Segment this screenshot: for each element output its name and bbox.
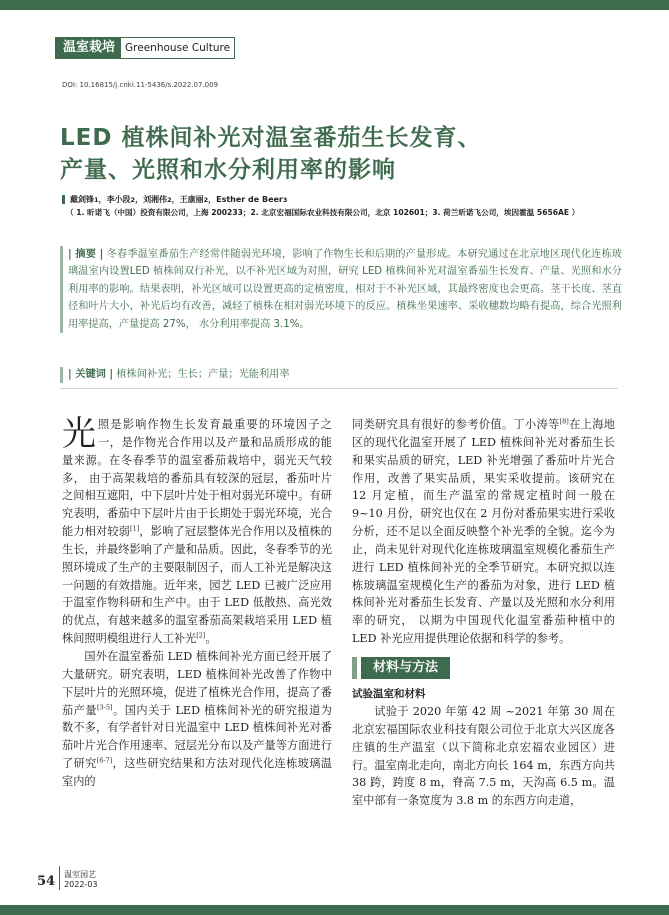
paragraph-text: 在上海地区的现代化温室开展了 LED 植株间补光对番茄生长和果实品质的研究，LED 补光增强了番茄叶片光合作用，改善了果实品质，果实采收提前。该研究在 12 月定植，而生产温室的常规定植时间一般在 9~10 月份，研究也仅在 2 月份对番茄果实进行采收分析，还不足以全面反映整个补光季的全貌。迄今为止，尚未见针对现代化连栋玻璃温室规模化番茄生产进行 LED 植株间补光的全季节研究。本研究拟以连栋玻璃温室规模化生产的番茄为对象，进行 LED 植株间补光对番茄生长发育、产量以及光照和水分利用率的研究， 以期为中国现代化温室番茄种植中的 LED 补光应用提供理论依据和科学的参考。 (352, 418, 615, 646)
paragraph-text: ，这些研究结果和方法对现代化连栋玻璃温室内的 (62, 757, 332, 788)
citation: [8] (559, 417, 569, 426)
section-heading-text: 材料与方法 (361, 657, 450, 679)
author-list: 戴剑锋 1 ， 李小段 2 ， 刘湘伟 2 ， 王康丽 2 ， Esther de Beer 3 (62, 194, 287, 205)
subsection-heading: 试验温室和材料 (352, 687, 426, 700)
methods-paragraph-1: 试验于 2020 年第 42 周 ~2021 年第 30 周在北京宏福国际农业科技有限公司位于北京大兴区庞各庄镇的生产温室（以下简称北京宏福农业园区）进行。温室南北走向，南北方向长 164 m，东西方向共 38 跨，跨度 8 m，脊高 7.5 m，天沟高 6.5 m。温室中部有一条宽度为 3.8 m 的东西方向走道， (352, 704, 615, 808)
journal-name: 温室园艺 (64, 870, 97, 879)
section-tag-cn: 温室栽培 (55, 37, 121, 59)
paragraph-text: 国外在温室番茄 LED 植株间补光方面已经开展了大量研究。研究表明，LED 植株间补光改善了作物中下层叶片的光照环境，促进了植株光合作用，提高了番茄产量 (62, 649, 332, 717)
title-line-2: 产量、光照和水分利用率的影响 (60, 157, 396, 183)
bottom-color-bar (0, 905, 669, 915)
author-separator: ， (135, 195, 144, 204)
paragraph-text: ，影响了冠层整体光合作用以及植株的生长，并最终影响了产量和品质。因此，冬春季节的光照环境成了生产的主要限制因子，而人工补光是解决这一问题的有效措施。近年来，园艺 LED 已被广泛应用于温室作物科研和生产中。由于 LED 低散热、高光效的优点，有越来越多的温室番茄高架栽培采用 LED 植株间照明模组进行人工补光 (62, 525, 332, 646)
body-column-left (62, 416, 332, 791)
intro-paragraph-1 (62, 416, 332, 648)
top-color-bar (0, 0, 669, 10)
abstract-text: 冬春季温室番茄生产经常伴随弱光环境，影响了作物生长和后期的产量形成。本研究通过在北京地区现代化连栋玻璃温室内设置LED 植株间双行补光，以不补光区域为对照，研究 LED 植株间补光对温室番茄生长发育、产量、光照和水分利用率的影响。结果表明，补光区域可以设置更高的定植密度，相对于不补光区域，其最终密度也会更高。茎干长度、茎直径和叶片大小，补光后均有改善，减轻了植株在相对弱光环境下的反应。植株坐果速率、采收穗数均略有提高，综合光照利用率提高，产量提高 27%， 水分利用率提高 3.1%。 (68, 249, 622, 330)
author-name: 王康丽 (179, 195, 204, 204)
paragraph-text: 。国内关于 LED 植株间补光的研究报道为数不多，有学者针对日光温室中 LED 植株间补光对番茄叶片光合作用速率、冠层光分布以及产量等方面进行了研究 (62, 703, 332, 771)
page-footer (37, 866, 98, 890)
paragraph-text: 照是影响作物生长发育最重要的环境因子之一，是作物光合作用以及产量和品质形成的能量来源。在冬春季节的温室番茄栽培中，弱光天气较多， 由于高架栽培的番茄具有较深的冠层，番茄叶片之间相互遮阳，中下层叶片处于相对弱光环境中。有研究表明，番茄中下层叶片由于长期处于弱光环境，光合能力相对较弱 (62, 418, 332, 539)
section-heading (352, 657, 615, 679)
body-column-right (352, 416, 615, 810)
author-name: 李小段 (106, 195, 131, 204)
citation: [3-5] (97, 702, 113, 711)
article-title (60, 122, 620, 186)
page-number: 54 (37, 874, 56, 889)
author-separator: ， (98, 195, 107, 204)
author-name: 刘湘伟 (143, 195, 168, 204)
author-name: Esther de Beer (216, 195, 283, 204)
abstract-label: | 摘要 | (68, 249, 104, 260)
keywords-block (60, 367, 622, 383)
citation: [2] (196, 631, 206, 640)
section-header (55, 37, 235, 59)
footer-journal-info (64, 870, 97, 890)
journal-issue: 2022-03 (64, 880, 98, 889)
keywords-divider (60, 388, 618, 389)
author-separator: ， (208, 195, 217, 204)
author-marker (62, 195, 65, 204)
intro-paragraph-2 (62, 648, 332, 791)
intro-paragraph-3 (352, 416, 615, 648)
paragraph-text: 。 (205, 632, 217, 646)
footer-divider (59, 866, 60, 890)
citation: [6-7] (96, 756, 113, 765)
section-tag-en: Greenhouse Culture (121, 37, 235, 59)
citation: [1] (130, 524, 140, 533)
doi-line: DOI: 10.16815/j.cnki.11-5436/s.2022.07.009 (62, 81, 218, 89)
paragraph-text: 同类研究具有很好的参考价值。丁小涛等 (352, 418, 560, 431)
keywords-text: 植株间补光；生长；产量；光能利用率 (116, 369, 290, 380)
abstract-block (60, 246, 622, 333)
affiliations: （ 1. 昕诺飞（中国）投资有限公司，上海 200233；2. 北京宏福国际农业科技有限公司，北京 102601；3. 荷兰昕诺飞公司，埃因霍温 5656AE ） (66, 208, 580, 217)
author-name: 戴剑锋 (70, 195, 94, 204)
drop-cap: 光 (62, 414, 96, 454)
keywords-label: | 关键词 | (68, 369, 114, 380)
title-line-1: LED 植株间补光对温室番茄生长发育、 (60, 125, 482, 151)
section-heading-marker (352, 657, 357, 679)
author-separator: ， (171, 195, 180, 204)
